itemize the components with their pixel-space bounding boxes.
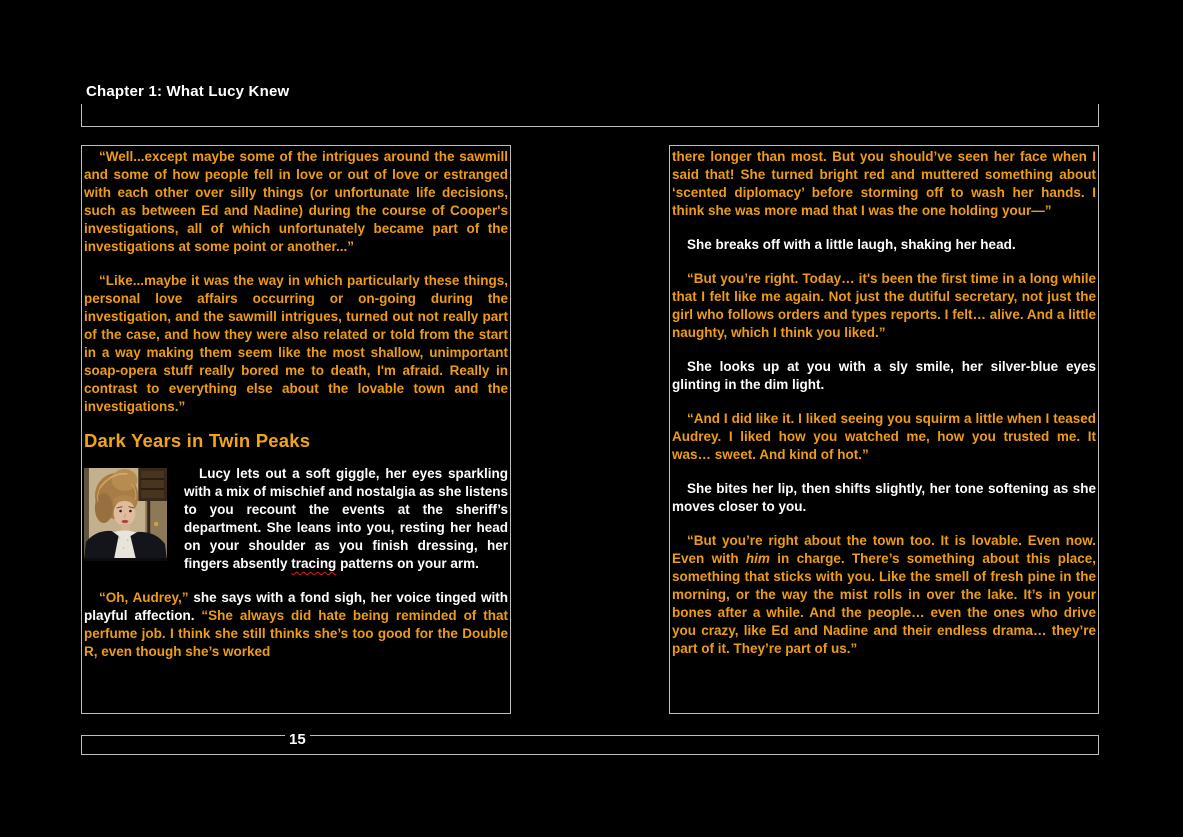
text-segment: She looks up at you with a sly smile, her silver-blue eyes glinting in the dim light.	[672, 359, 1096, 392]
text-segment: Lucy lets out a soft giggle, her eyes sparkling with a mix of mischief and nostalgia as she listens to you recount the events at the sheriff’s department. She leans into you, resting her head on your shoulder as you finish dressing, her fingers absently	[184, 466, 508, 571]
paragraph	[672, 148, 1096, 220]
text-segment: there longer than most. But you should’ve seen her face when I said that! She turned bright red and muttered something about ‘scented diplomacy’ before storming off to wash her hands. I think she was more mad that I was the one holding your—”	[672, 149, 1096, 218]
lucy-portrait-image[interactable]	[84, 468, 167, 561]
page-number: 15	[285, 731, 310, 748]
text-segment: patterns on your arm.	[336, 556, 479, 571]
paragraph	[84, 465, 508, 573]
text-segment: “But you’re right about the town too. It is lovable. Even now. Even with	[672, 533, 1096, 566]
lucy-portrait-svg	[84, 468, 167, 561]
paragraph	[672, 410, 1096, 464]
header-frame[interactable]	[81, 104, 1099, 127]
text-segment: She breaks off with a little laugh, shaking her head.	[687, 237, 1016, 252]
text-segment: him	[745, 551, 770, 566]
paragraph	[672, 236, 1096, 254]
text-segment: “Like...maybe it was the way in which particularly these things, personal love affairs occurring or on-going during the investigation, and the sawmill intrigues, turned out not really part of the case, and how they were also related or told from the start in a way making them seem like the most shallow, unimportant soap-opera stuff really bored me to death, I'm afraid. Really in contrast to everything else about the lovable town and the investigations.”	[84, 273, 508, 414]
text-segment: She bites her lip, then shifts slightly, her tone softening as she moves closer to you.	[672, 481, 1096, 514]
paragraph	[84, 589, 508, 661]
text-segment: she says with a fond sigh, her voice tinged with playful affection.	[84, 590, 508, 623]
paragraph	[84, 272, 508, 416]
text-segment: “Oh, Audrey,”	[99, 590, 189, 605]
paragraph	[672, 480, 1096, 516]
paragraph	[672, 358, 1096, 394]
paragraph	[672, 270, 1096, 342]
left-text-column[interactable]	[81, 145, 511, 714]
text-segment: tracing	[291, 556, 337, 571]
text-segment: “Well...except maybe some of the intrigues around the sawmill and some of how people fell in love or out of love or estranged with each other over silly things (or unfortunate life decisions, such as between Ed and Nadine) during the course of Cooper's investigations, all of which unfortunately became part of the investigations at some point or another...”	[84, 149, 508, 254]
paragraph	[84, 148, 508, 256]
section-heading: Dark Years in Twin Peaks	[84, 430, 311, 451]
right-text-column[interactable]	[669, 145, 1099, 714]
text-segment: “But you’re right. Today… it's been the first time in a long while that I felt like me again. Not just the dutiful secretary, not just the girl who follows orders and types reports. I felt… alive. And a little naughty, which I think you liked.”	[672, 271, 1096, 340]
footer-frame[interactable]	[81, 731, 1099, 755]
text-segment: “And I did like it. I liked seeing you squirm a little when I teased Audrey. I liked how you watched me, how you trusted me. It was… sweet. And kind of hot.”	[672, 411, 1096, 462]
text-segment: “She always did hate being reminded of that perfume job. I think she still thinks she’s too good for the Double R, even though she’s worked	[84, 608, 508, 659]
chapter-header-title: Chapter 1: What Lucy Knew	[86, 83, 290, 100]
text-segment: in charge. There’s something about this place, something that sticks with you. Like the smell of fresh pine in the morning, or the way the mist rolls in over the lake. It’s in your bones after a while. And the people… even the ones who drive you crazy, like Ed and Nadine and their endless drama… they’re part of it. They’re part of us.”	[672, 551, 1097, 656]
paragraph	[672, 532, 1096, 658]
